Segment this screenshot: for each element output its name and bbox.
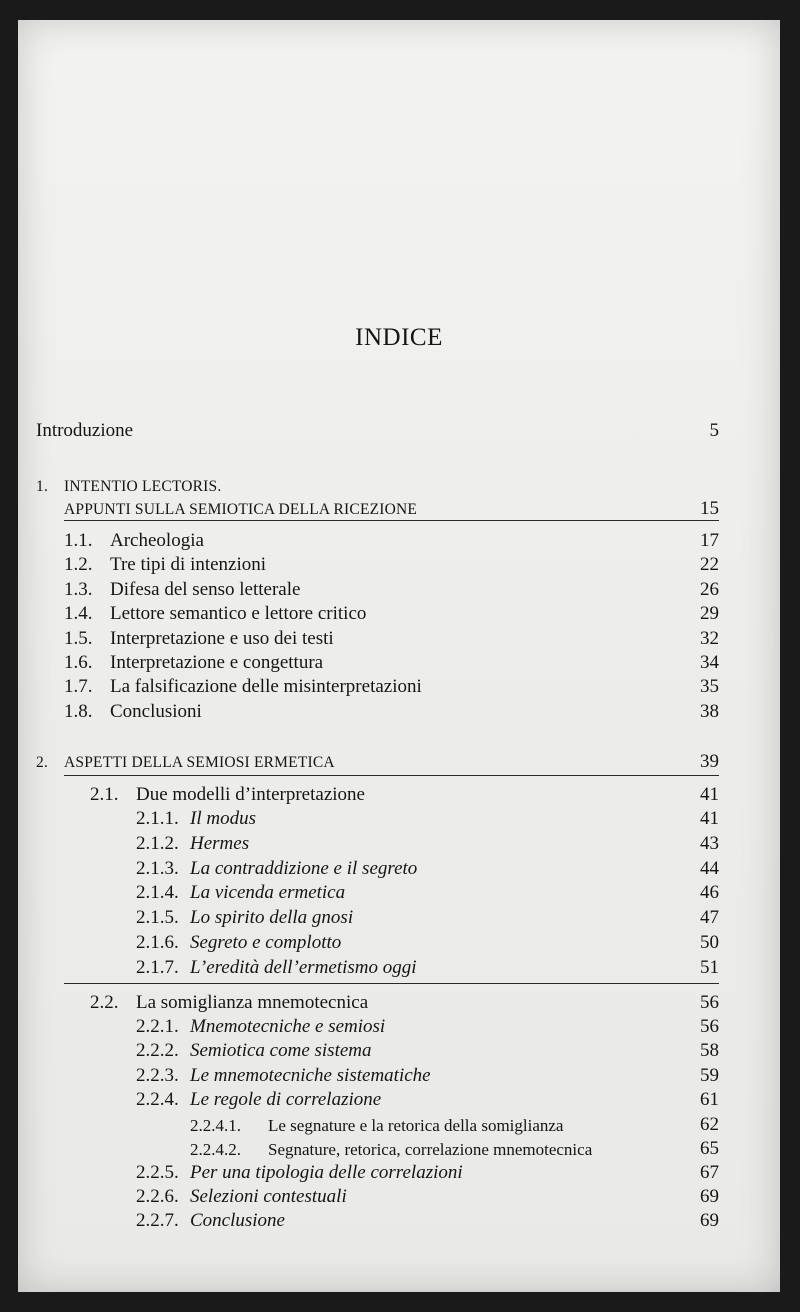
entry-title: Interpretazione e congettura (110, 652, 324, 673)
subsection-row (18, 1016, 780, 1042)
subsection-row (18, 1065, 780, 1091)
divider (64, 520, 719, 521)
entry-number: 1.1. (64, 530, 93, 551)
section-row (18, 603, 780, 629)
entry-number: 1.7. (64, 676, 93, 698)
entry-page: 32 (700, 627, 719, 649)
entry-page: 69 (700, 1185, 719, 1207)
entry-number: 2.2.4. (136, 1089, 179, 1111)
entry-title: La vicenda ermetica (190, 882, 346, 904)
entry-title: Tre tipi di intenzioni (110, 554, 267, 576)
entry-title: Mnemotecniche e semiosi (190, 1016, 386, 1037)
section-title: La somiglianza mnemotecnica (136, 992, 369, 1013)
subsubsection-row (18, 1114, 780, 1140)
subsection-row (18, 1162, 780, 1188)
entry-page: 29 (700, 603, 719, 625)
section-row (18, 628, 780, 654)
entry-number: 1.5. (64, 627, 93, 649)
entry-page: 17 (700, 530, 719, 551)
subsection-row (18, 1089, 780, 1115)
page-title: INDICE (355, 324, 443, 351)
entry-title: Il modus (190, 808, 256, 829)
section-title: Due modelli d’interpretazione (136, 784, 365, 805)
entry-number: 1.8. (64, 700, 93, 722)
subsection-row (18, 808, 780, 834)
entry-number: 2.1.2. (136, 832, 179, 854)
subsubsection-row (18, 1138, 780, 1164)
entry-page: 65 (700, 1138, 719, 1159)
entry-number: 1.6. (64, 652, 93, 673)
entry-page: 50 (700, 932, 719, 953)
section-2-2 (18, 992, 780, 1018)
entry-page: 67 (700, 1162, 719, 1183)
entry-title: Introduzione (36, 420, 134, 441)
entry-page: 22 (700, 554, 719, 576)
entry-title: Conclusioni (110, 700, 202, 722)
entry-page: 46 (700, 882, 719, 904)
entry-title: Selezioni contestuali (190, 1185, 347, 1207)
toc-entry-intro (18, 420, 780, 446)
entry-number: 2.1.6. (136, 932, 179, 953)
entry-page: 43 (700, 832, 719, 854)
entry-page: 58 (700, 1040, 719, 1062)
entry-page: 35 (700, 676, 719, 698)
section-page: 56 (700, 992, 719, 1013)
entry-number: 2.2.4.2. (190, 1140, 241, 1159)
chapter-page: 15 (700, 498, 719, 519)
chapter-title: ASPETTI DELLA SEMIOSI ERMETICA (64, 754, 335, 771)
entry-number: 2.1.4. (136, 882, 179, 904)
section-row (18, 652, 780, 678)
chapter-page: 39 (700, 751, 719, 772)
subsection-row (18, 1186, 780, 1212)
chapter-title-line1: INTENTIO LECTORIS. (64, 478, 222, 495)
entry-number: 2.1.3. (136, 857, 179, 879)
entry-page: 41 (700, 808, 719, 829)
entry-title: Semiotica come sistema (190, 1040, 372, 1062)
section-number: 2.2. (90, 992, 119, 1013)
entry-title: Le regole di correlazione (190, 1089, 382, 1111)
divider (64, 983, 719, 984)
entry-title: Segnature, retorica, correlazione mnemotecnica (268, 1140, 593, 1159)
entry-page: 34 (700, 652, 719, 673)
entry-title: Le segnature e la retorica della somiglianza (268, 1116, 564, 1135)
entry-number: 2.2.3. (136, 1064, 179, 1086)
chapter-number: 1. (36, 478, 49, 495)
entry-number: 1.3. (64, 578, 93, 600)
entry-page: 69 (700, 1209, 719, 1231)
chapter-2-heading (18, 751, 780, 777)
chapter-title-line2: APPUNTI SULLA SEMIOTICA DELLA RICEZIONE (64, 501, 418, 518)
subsection-row (18, 932, 780, 958)
section-row (18, 554, 780, 580)
entry-number: 2.2.1. (136, 1016, 179, 1037)
entry-number: 1.4. (64, 603, 93, 625)
subsection-row (18, 957, 780, 983)
entry-page: 56 (700, 1016, 719, 1037)
chapter-number: 2. (36, 754, 49, 771)
entry-page: 5 (709, 420, 719, 441)
entry-number: 2.1.7. (136, 956, 179, 978)
divider (64, 775, 719, 776)
entry-number: 1.2. (64, 554, 93, 576)
entry-title: La contraddizione e il segreto (190, 857, 418, 879)
subsection-row (18, 907, 780, 933)
entry-page: 51 (700, 956, 719, 978)
book-page (18, 20, 780, 1292)
entry-title: L’eredità dell’ermetismo oggi (190, 956, 417, 978)
entry-number: 2.2.5. (136, 1162, 179, 1183)
entry-title: Lo spirito della gnosi (190, 907, 354, 929)
subsection-row (18, 882, 780, 908)
entry-title: Archeologia (110, 530, 204, 551)
entry-title: Hermes (190, 832, 250, 854)
entry-page: 61 (700, 1089, 719, 1111)
section-row (18, 579, 780, 605)
entry-title: Difesa del senso letterale (110, 578, 301, 600)
entry-title: Conclusione (190, 1209, 285, 1231)
entry-title: Segreto e complotto (190, 932, 342, 953)
entry-page: 44 (700, 857, 719, 879)
subsection-row (18, 833, 780, 859)
subsection-row (18, 1040, 780, 1066)
entry-number: 2.2.2. (136, 1040, 179, 1062)
section-number: 2.1. (90, 784, 119, 805)
entry-page: 38 (700, 700, 719, 722)
subsection-row (18, 1210, 780, 1236)
entry-title: La falsificazione delle misinterpretazioni (110, 676, 422, 698)
entry-number: 2.2.6. (136, 1185, 179, 1207)
entry-page: 62 (700, 1114, 719, 1135)
entry-page: 26 (700, 578, 719, 600)
entry-number: 2.1.1. (136, 808, 179, 829)
section-row (18, 676, 780, 702)
subsection-row (18, 858, 780, 884)
entry-number: 2.2.7. (136, 1209, 179, 1231)
section-2-1 (18, 784, 780, 810)
entry-title: Le mnemotecniche sistematiche (190, 1064, 431, 1086)
entry-number: 2.1.5. (136, 907, 179, 929)
section-page: 41 (700, 784, 719, 805)
section-row (18, 530, 780, 556)
entry-title: Interpretazione e uso dei testi (110, 627, 334, 649)
section-row (18, 701, 780, 727)
entry-title: Lettore semantico e lettore critico (110, 603, 367, 625)
entry-number: 2.2.4.1. (190, 1116, 241, 1135)
entry-page: 59 (700, 1064, 719, 1086)
entry-page: 47 (700, 907, 719, 929)
entry-title: Per una tipologia delle correlazioni (190, 1162, 463, 1183)
